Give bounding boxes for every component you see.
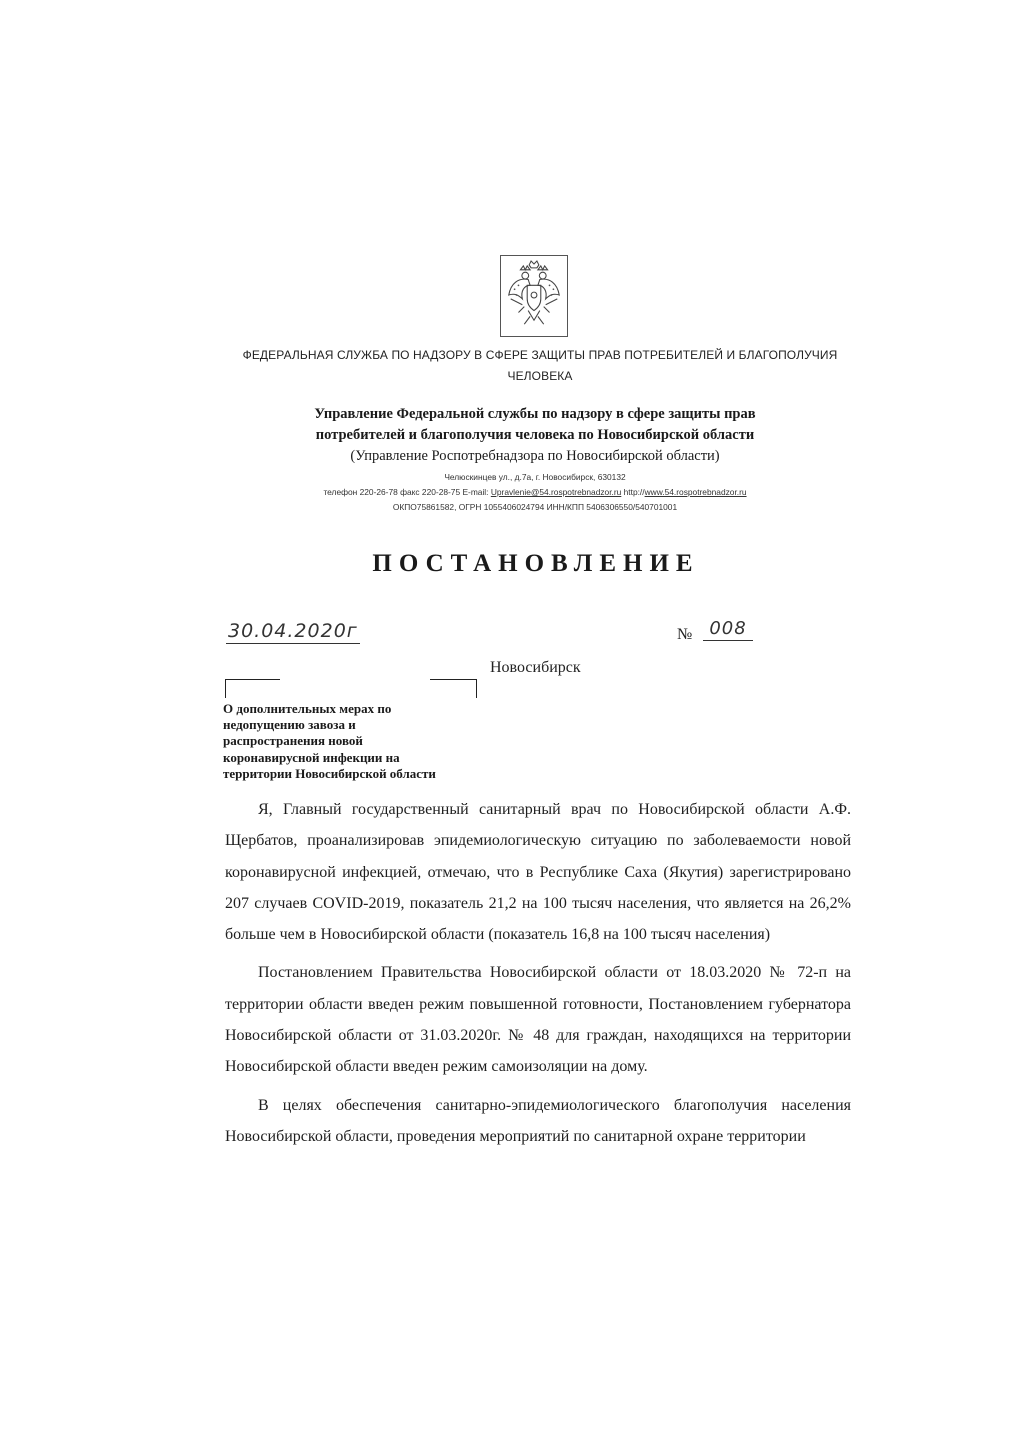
body-paragraph: Я, Главный государственный санитарный врач по Новосибирской области А.Ф. Щербатов, проанализировав эпидемиологическую ситуацию по заболеваемости новой коронавирусной инфекцией, отмечаю, что в Республике Саха (Якутия) зарегистрировано 207 случаев COVID-2019, показатель 21,2 на 100 тысяч населения, что является на 26,2% больше чем в Новосибирской области (показатель 16,8 на 100 тысяч населения) [225,801,851,944]
contacts-block [270,470,800,515]
phone-email-web [270,485,800,500]
document-date: 30.04.2020г [228,620,358,642]
web-prefix: http:// [621,487,645,497]
body-paragraph: В целях обеспечения санитарно-эпидемиологического благополучия населения Новосибирской области, проведения мероприятий по санитарной охране территории [225,1096,851,1145]
subject-line: территории Новосибирской области [223,765,436,781]
subject-line: О дополнительных мерах по [223,701,392,716]
document-city: Новосибирск [490,659,581,676]
document-number-label: № [677,626,693,643]
phone-fax: телефон 220-26-78 факс 220-28-75 E-mail: [323,487,491,497]
document-subject [223,701,483,782]
subject-line: коронавирусной инфекции на [223,749,400,765]
document-body [225,794,851,1159]
agency-name-line2: ЧЕЛОВЕКА [507,369,573,383]
department-block [280,404,790,467]
agency-name-line1: ФЕДЕРАЛЬНАЯ СЛУЖБА ПО НАДЗОРУ В СФЕРЕ ЗАЩИТЫ ПРАВ ПОТРЕБИТЕЛЕЙ И БЛАГОПОЛУЧИЯ [242,348,838,362]
subject-bracket-left [225,679,280,698]
coat-of-arms-icon [500,255,568,337]
body-paragraph: Постановлением Правительства Новосибирской области от 18.03.2020 № 72-п на территории области введен режим повышенной готовности, Постановлением губернатора Новосибирской области от 31.03.2020г. № 48 для граждан, находящихся на территории Новосибирской области введен режим самоизоляции на дому. [225,964,851,1076]
email-link[interactable]: Upravlenie@54.rospotrebnadzor.ru [490,487,622,497]
document-type-title: ПОСТАНОВЛЕНИЕ [372,550,700,577]
document-number: 008 [703,618,753,641]
website-link[interactable]: www.54.rospotrebnadzor.ru [644,487,747,497]
department-name-line1: Управление Федеральной службы по надзору в сфере защиты прав [314,406,756,422]
department-short-name: (Управление Роспотребнадзора по Новосибирской области) [350,448,720,464]
address: Челюскинцев ул., д.7а, г. Новосибирск, 630132 [444,472,626,482]
agency-name [230,345,850,387]
department-name-line2: потребителей и благополучия человека по Новосибирской области [315,427,755,443]
subject-bracket-right [430,679,477,698]
subject-line: распространения новой [223,733,363,749]
subject-line: недопущению завоза и [223,717,356,733]
registry-codes: ОКПО75861582, ОГРН 1055406024794 ИНН/КПП 5406306550/540701001 [392,502,678,512]
